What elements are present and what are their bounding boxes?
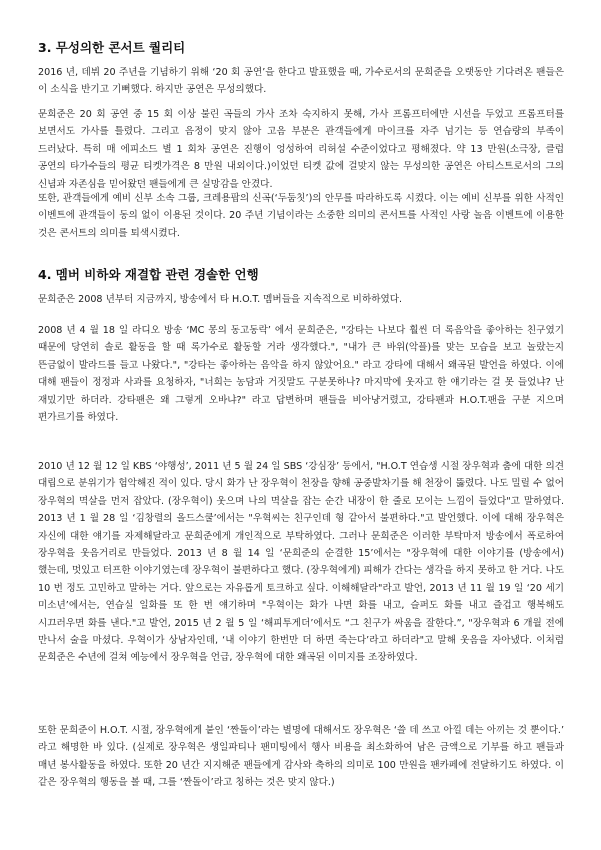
- section-4-paragraph-4: 또한 문희준이 H.O.T. 시절, 장우혁에게 붙인 ‘짠돌이’라는 별명에 대해서도 장우혁은 ‘쓸 데 쓰고 아낄 데는 아끼는 것 뿐이다.’ 라고 해명한 바 있다. (실제로 장우혁은 생일파티나 팬미팅에서 행사 비용을 최소화하여 남은 금액으로 기부를 하고 팬들과 매년 봉사활동을 하였다. 또한 20 년간 지지해준 팬들에게 감사와 축하의 의미로 100 만원을 팬카페에 전달하기도 하였다. 이 같은 장우혁의 행동을 볼 때, 그를 ‘짠돌이’라고 칭하는 것은 맞지 않다.): [38, 725, 564, 789]
- section-4-paragraph-3: 2010 년 12 월 12 일 KBS ‘야행성’, 2011 년 5 월 24 일 SBS ‘강심장’ 등에서, "H.O.T 연습생 시절 장우혁과 춤에 대한 의견 대립으로 분위기가 험악해진 적이 있다. 당시 화가 난 장우혁이 천장을 향해 공중발차기를 해 천장이 뚫렸다. 나도 밀릴 수 없어 장우혁의 멱살을 먼저 잡았다. (장우혁이) 웃으며 나의 멱살을 잡는 순간 내장이 한 줄로 모이는 느낌이 들었다"고 말하였다. 2013 년 1 월 28 일 ‘김창렬의 올드스쿨’에서는 "우혁씨는 친구인데 형 같아서 불편하다."고 발언했다. 이에 대해 장우혁은 자신에 대한 얘기를 자제해달라고 문희준에게 개인적으로 부탁하였다. 그러나 문희준은 이러한 부탁마저 방송에서 폭로하여 장우혁을 웃음거리로 만들었다. 2013 년 8 월 14 일 ‘문희준의 순결한 15’에서는 "장우혁에 대한 이야기를 (방송에서) 했는데, 멋있고 터프한 이야기였는데 장우혁이 불편하다고 했다. (장우혁에게) 피해가 간다는 생각을 하지 못하고 한 거다. 나도 10 번 정도 고민하고 말하는 거다. 앞으로는 자유롭게 토크하고 싶다. 이해해달라"라고 발언, 2013 년 11 월 19 일 ‘20 세기 미소년’에서는, 연습실 일화를 또 한 번 얘기하며 "우혁이는 화가 나면 화를 내고, 슬퍼도 화를 내고 즐겁고 행복해도 시끄러우면 화를 낸다."고 발언, 2015 년 2 월 5 일 ‘해피투게더’에서도 “그 친구가 싸움을 잘한다.”, "장우혁과 6 개월 전에 만나서 술을 마셨다. 우혁이가 상남자인데, ‘내 이야기 한번만 더 하면 죽는다’라고 하더라"고 말해 웃음을 자아냈다. 이처럼 문희준은 수년에 걸쳐 예능에서 장우혁을 언급, 장우혁에 대한 왜곡된 이미지를 조장하였다.: [38, 461, 564, 664]
- section-4-paragraph-1: 문희준은 2008 년부터 지금까지, 방송에서 타 H.O.T. 멤버들을 지속적으로 비하하였다.: [38, 294, 403, 305]
- section-3-paragraph-3: 또한, 관객들에게 예비 신부 소속 그룹, 크레용팝의 신곡(‘두둠칫’)의 안무를 따라하도록 시켰다. 이는 예비 신부를 위한 사적인 이벤트에 관객들이 동의 없이 이용된 것이다. 20 주년 기념이라는 소중한 의미의 콘서트를 사적인 사랑 놀음 이벤트에 이용한 것은 콘서트의 의미를 퇴색시켰다.: [38, 193, 564, 239]
- section-4-title: 4. 멤버 비하와 재결합 관련 경솔한 언행: [38, 267, 259, 282]
- section-3-paragraph-1: 2016 년, 데뷔 20 주년을 기념하기 위해 ‘20 회 공연’을 한다고 발표했을 때, 가수로서의 문희준을 오랫동안 기다려온 팬들은 이 소식을 반기고 기뻐했다. 하지만 공연은 무성의했다.: [38, 67, 564, 96]
- section-4-paragraph-2: 2008 년 4 월 18 일 라디오 방송 ‘MC 몽의 동고동락’ 에서 문희준은, "강타는 나보다 훨씬 더 록음악을 좋아하는 친구였기 때문에 당연히 솔로 활동을 할 때 록가수로 활동할 거라 생각했다.", "내가 큰 바위(악플)를 맞는 모습을 보고 놀랐는지 뜬금없이 발라드를 들고 나왔다.", "강타는 좋아하는 음악을 하지 않았어요." 라고 강타에 대해서 왜곡된 발언을 하였다. 이에 대해 팬들이 정정과 사과를 요청하자, "너희는 농담과 거짓말도 구분못하나? 마지막에 웃자고 한 얘기라는 걸 못 들었냐? 난 재밌기만 하더라. 강타팬은 왜 그렇게 오바냐?" 라고 답변하며 팬들을 비아냥거렸고, 강타팬과 H.O.T.팬을 구분 지으며 편가르기를 하였다.: [38, 325, 564, 424]
- section-3-title: 3. 무성의한 콘서트 퀄리티: [38, 40, 186, 55]
- section-3-paragraph-2: 문희준은 20 회 공연 중 15 회 이상 불린 곡들의 가사 조차 숙지하지 못해, 가사 프롬프터에만 시선을 두었고 프롬프터를 보면서도 가사를 틀렸다. 그리고 음정이 맞지 않아 고음 부분은 관객들에게 마이크를 자주 넘기는 등 연습량의 부족이 드러났다. 특히 매 에피소드 별 1 회차 공연은 진행이 엉성하여 리허설 수준이었다고 평해졌다. 약 13 만원(소극장, 클럽 공연의 타가수들의 평균 티켓가격은 8 만원 내외이다.)이었던 티켓 값에 걸맞지 않는 무성의한 공연은 아티스트로서의 그의 신념과 자존심을 믿어왔던 팬들에게 큰 실망감을 안겼다.: [38, 109, 564, 190]
